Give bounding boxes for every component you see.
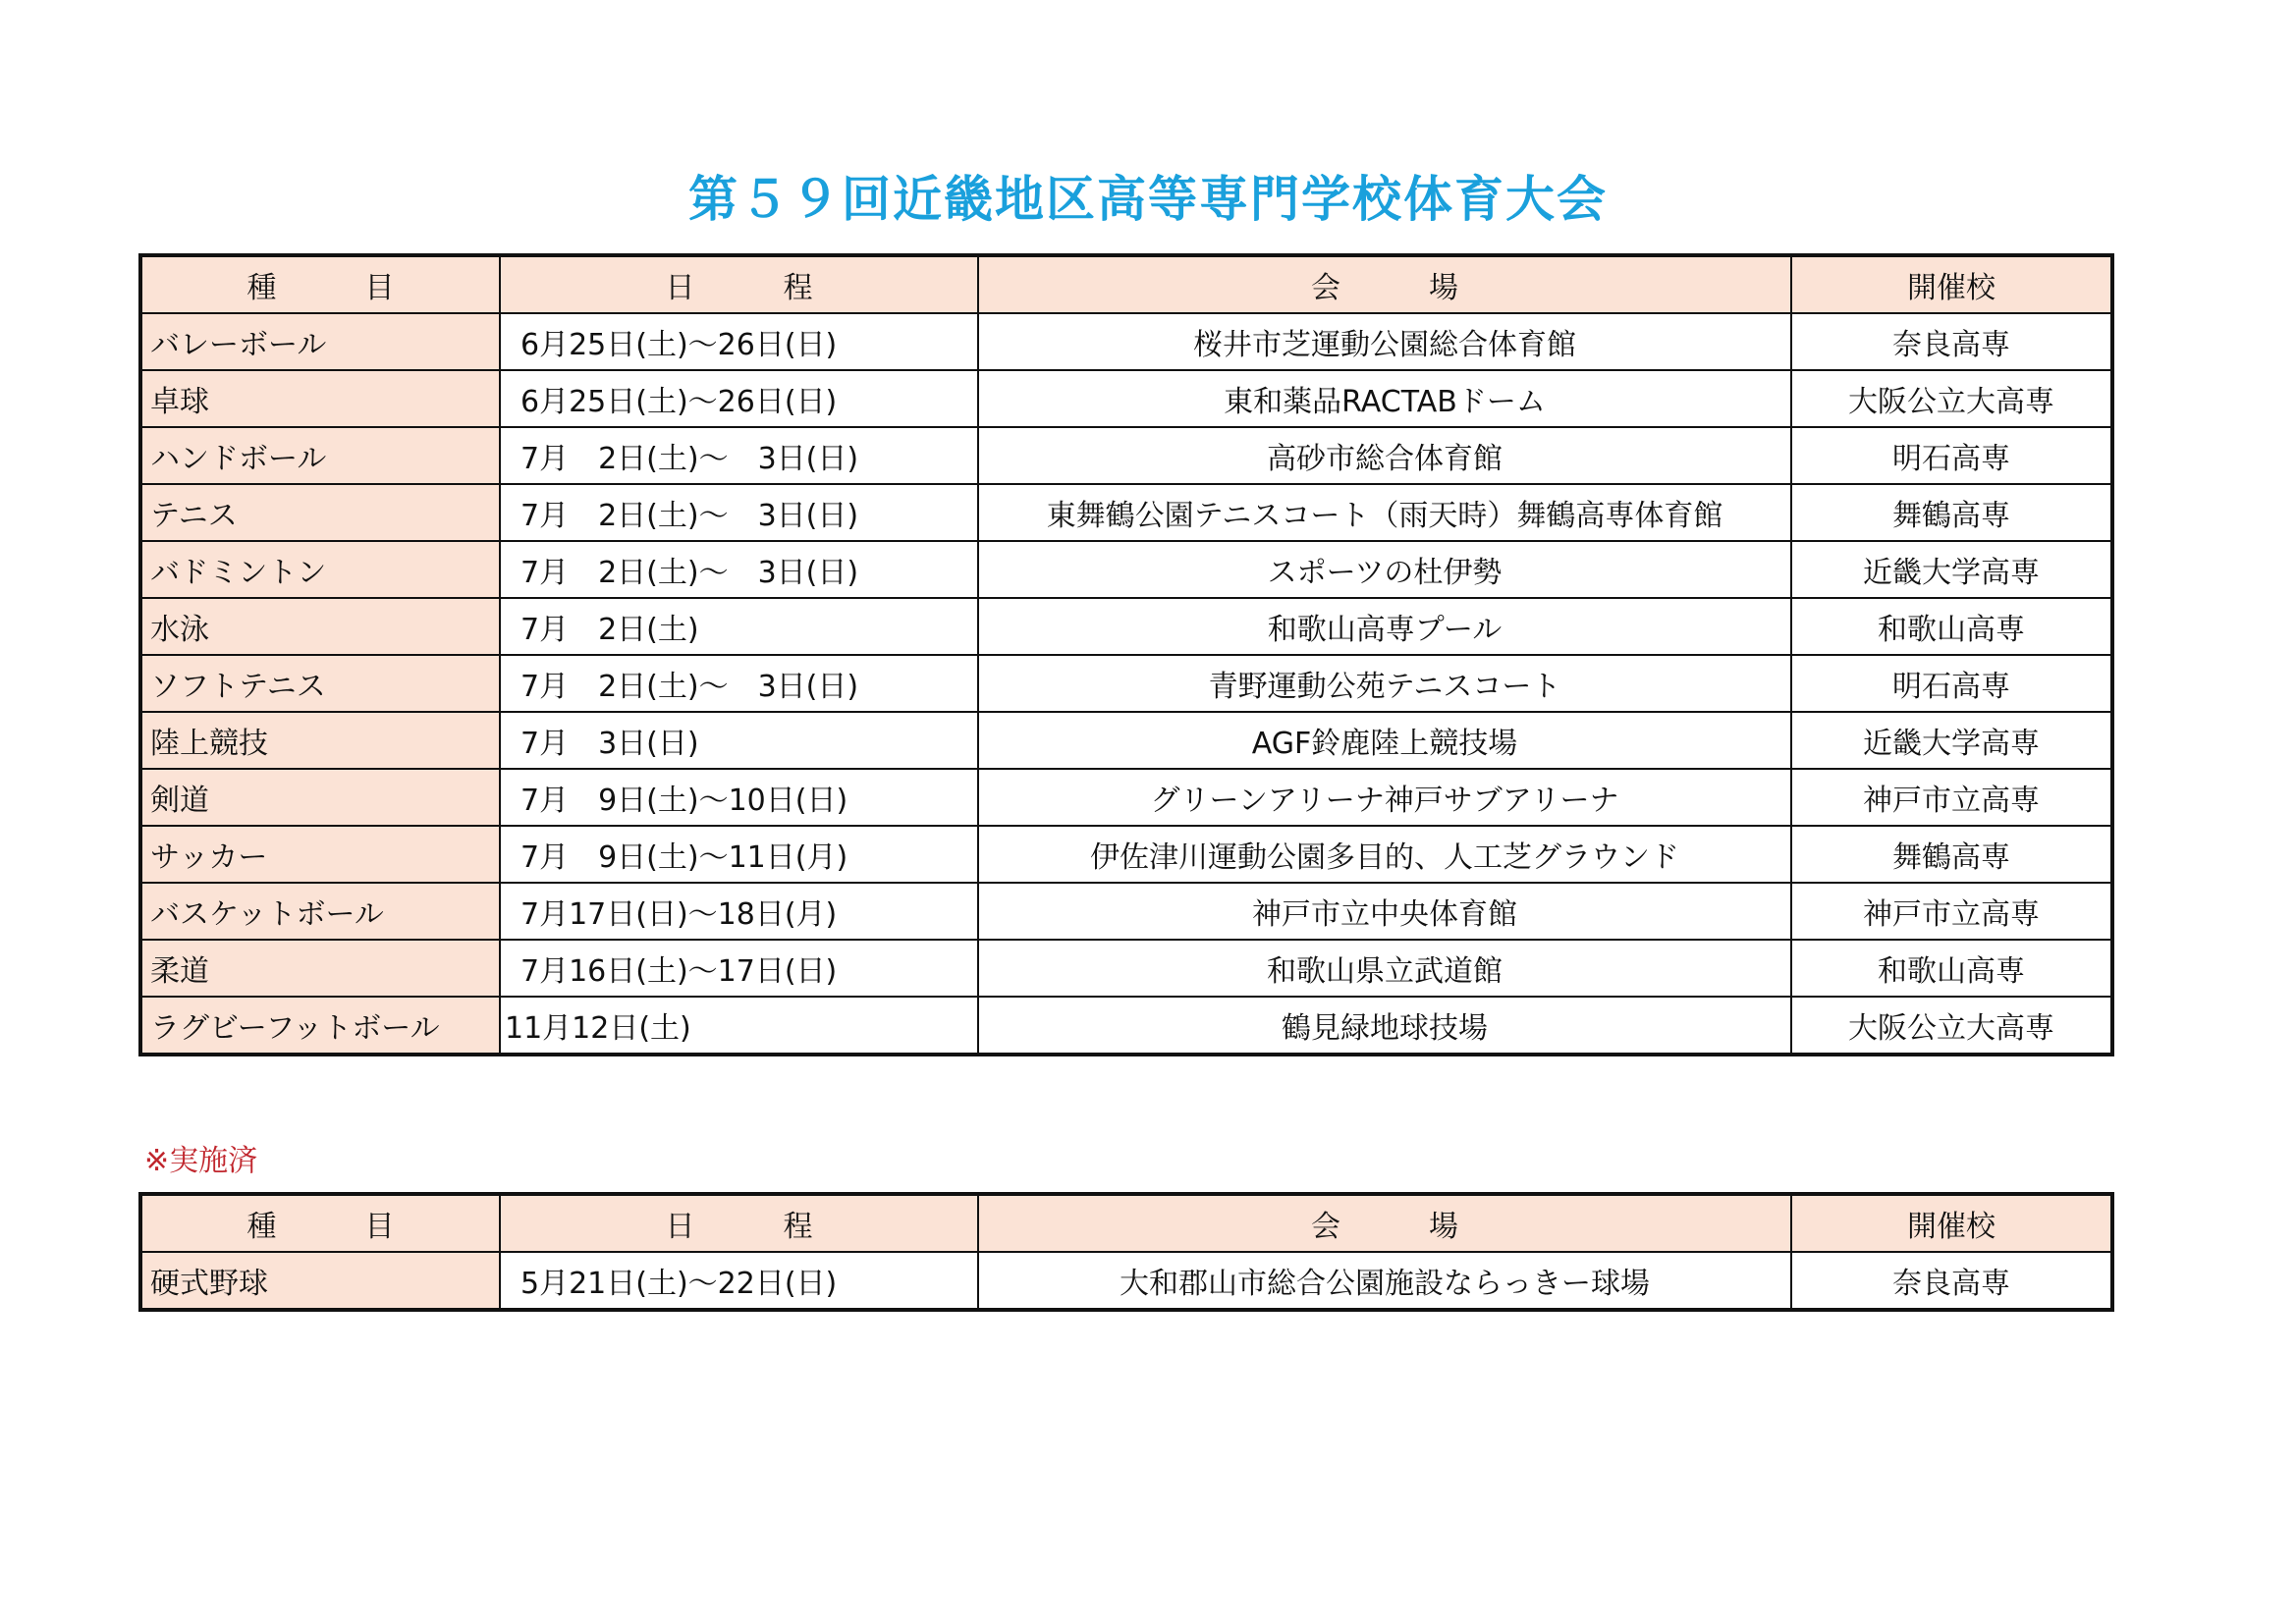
header-venue: 会 場 [978,1194,1791,1252]
host-cell: 舞鶴高専 [1791,484,2112,541]
event-cell: サッカー [140,826,500,883]
date-cell: 7月 2日(土)～ 3日(日) [500,427,978,484]
event-cell: 硬式野球 [140,1252,500,1310]
table-row [140,826,2112,883]
venue-cell: 神戸市立中央体育館 [978,883,1791,940]
table-row [140,1252,2112,1310]
header-venue: 会 場 [978,255,1791,313]
host-cell: 舞鶴高専 [1791,826,2112,883]
host-cell: 近畿大学高専 [1791,712,2112,769]
date-cell: 7月 2日(土)～ 3日(日) [500,541,978,598]
event-cell: 卓球 [140,370,500,427]
venue-cell: 大和郡山市総合公園施設ならっきー球場 [978,1252,1791,1310]
date-cell: 7月16日(土)～17日(日) [500,940,978,997]
host-cell: 近畿大学高専 [1791,541,2112,598]
event-cell: バレーボール [140,313,500,370]
host-cell: 和歌山高専 [1791,598,2112,655]
table-row [140,427,2112,484]
event-cell: 剣道 [140,769,500,826]
host-cell: 神戸市立高専 [1791,769,2112,826]
event-cell: 柔道 [140,940,500,997]
table-row [140,484,2112,541]
date-cell: 7月17日(日)～18日(月) [500,883,978,940]
host-cell: 大阪公立大高専 [1791,370,2112,427]
date-cell: 7月 2日(土) [500,598,978,655]
header-host: 開催校 [1791,1194,2112,1252]
venue-cell: 伊佐津川運動公園多目的、人工芝グラウンド [978,826,1791,883]
date-cell: 7月 9日(土)～11日(月) [500,826,978,883]
event-cell: 陸上競技 [140,712,500,769]
date-cell: 6月25日(土)～26日(日) [500,370,978,427]
venue-cell: グリーンアリーナ神戸サブアリーナ [978,769,1791,826]
header-event: 種 目 [140,255,500,313]
header-date: 日 程 [500,255,978,313]
event-cell: ラグビーフットボール [140,997,500,1055]
table-row [140,997,2112,1055]
venue-cell: 東舞鶴公園テニスコート（雨天時）舞鶴高専体育館 [978,484,1791,541]
venue-cell: 青野運動公苑テニスコート [978,655,1791,712]
venue-cell: スポーツの杜伊勢 [978,541,1791,598]
host-cell: 大阪公立大高専 [1791,997,2112,1055]
header-row [140,255,2112,313]
table-row [140,598,2112,655]
date-cell: 7月 9日(土)～10日(日) [500,769,978,826]
date-cell: 7月 3日(日) [500,712,978,769]
table-row [140,769,2112,826]
event-cell: バスケットボール [140,883,500,940]
venue-cell: 桜井市芝運動公園総合体育館 [978,313,1791,370]
header-row [140,1194,2112,1252]
table-row [140,541,2112,598]
date-cell: 5月21日(土)～22日(日) [500,1252,978,1310]
host-cell: 奈良高専 [1791,1252,2112,1310]
venue-cell: 高砂市総合体育館 [978,427,1791,484]
date-cell: 6月25日(土)～26日(日) [500,313,978,370]
date-cell: 7月 2日(土)～ 3日(日) [500,484,978,541]
venue-cell: 和歌山高専プール [978,598,1791,655]
host-cell: 神戸市立高専 [1791,883,2112,940]
event-cell: ハンドボール [140,427,500,484]
host-cell: 奈良高専 [1791,313,2112,370]
event-cell: バドミントン [140,541,500,598]
venue-cell: AGF鈴鹿陸上競技場 [978,712,1791,769]
event-cell: ソフトテニス [140,655,500,712]
venue-cell: 鶴見緑地球技場 [978,997,1791,1055]
date-cell: 7月 2日(土)～ 3日(日) [500,655,978,712]
page-title: 第５９回近畿地区高等専門学校体育大会 [688,171,1608,228]
completed-table [138,1192,2114,1312]
table-row [140,940,2112,997]
venue-cell: 和歌山県立武道館 [978,940,1791,997]
completed-note: ※実施済 [144,1144,258,1178]
host-cell: 明石高専 [1791,427,2112,484]
table-row [140,313,2112,370]
event-cell: テニス [140,484,500,541]
host-cell: 和歌山高専 [1791,940,2112,997]
host-cell: 明石高専 [1791,655,2112,712]
header-date: 日 程 [500,1194,978,1252]
header-host: 開催校 [1791,255,2112,313]
event-cell: 水泳 [140,598,500,655]
schedule-table [138,253,2114,1056]
date-cell: 11月12日(土) [500,997,978,1055]
header-event: 種 目 [140,1194,500,1252]
table-row [140,655,2112,712]
table-row [140,712,2112,769]
table-row [140,370,2112,427]
venue-cell: 東和薬品RACTABドーム [978,370,1791,427]
table-row [140,883,2112,940]
